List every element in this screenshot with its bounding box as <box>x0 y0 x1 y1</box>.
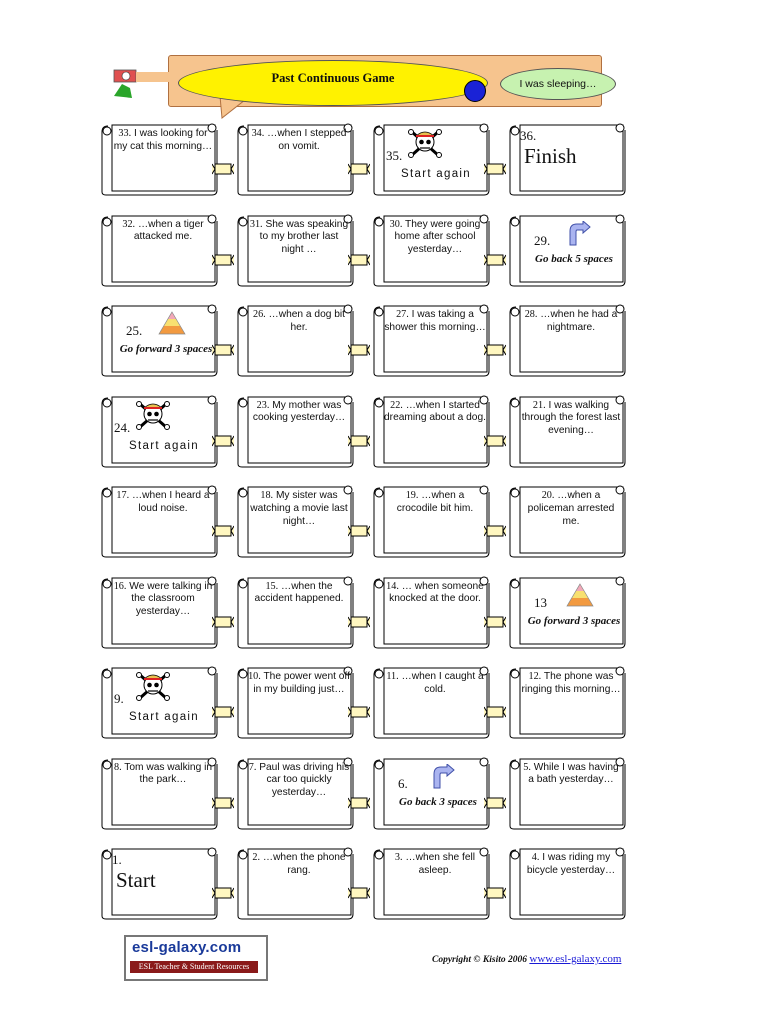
square-content <box>248 128 350 190</box>
square-content <box>112 309 214 371</box>
board-square <box>100 575 220 649</box>
square-content <box>384 490 486 552</box>
path-connector <box>212 253 234 267</box>
board-square <box>372 484 492 558</box>
square-text: The power went off in my building just… <box>253 671 350 695</box>
path-connector <box>484 886 506 900</box>
board-square <box>100 213 220 287</box>
path-connector <box>348 253 370 267</box>
path-connector <box>484 434 506 448</box>
square-text: Go forward 3 spaces <box>119 343 213 355</box>
board-square <box>508 122 628 196</box>
square-content <box>248 762 350 824</box>
path-connector <box>348 705 370 719</box>
square-number: 34. <box>251 128 265 139</box>
square-content <box>520 219 622 281</box>
path-connector <box>484 253 506 267</box>
path-connector <box>212 796 234 810</box>
square-text: I was looking for my cat this morning… <box>113 128 213 152</box>
path-connector <box>348 162 370 176</box>
square-number: 10. <box>248 671 261 682</box>
path-connector <box>212 886 234 900</box>
square-content <box>248 581 350 643</box>
square-text: The phone was ringing this morning… <box>521 671 621 695</box>
square-number: 21. <box>532 399 546 411</box>
board-square <box>508 575 628 649</box>
copyright-line <box>432 953 621 965</box>
square-text: I was riding my bicycle yesterday… <box>526 852 616 876</box>
board-square <box>236 846 356 920</box>
banner-mascot-icon <box>112 66 172 100</box>
curved-arrow-icon <box>430 764 456 790</box>
board-square <box>372 575 492 649</box>
square-number: 14. <box>386 580 399 592</box>
board-square <box>372 303 492 377</box>
path-connector <box>484 434 506 448</box>
square-text: Paul was driving his car too quickly yesterday… <box>259 761 350 799</box>
path-connector <box>212 162 234 176</box>
square-number: 20. <box>541 490 555 501</box>
path-connector <box>348 343 370 357</box>
square-number: 3. <box>394 852 403 863</box>
board-square <box>236 213 356 287</box>
path-connector <box>212 162 234 176</box>
path-connector <box>212 524 234 538</box>
square-text: She was speaking to my brother last night … <box>259 218 349 256</box>
pyramid-icon <box>566 583 594 607</box>
square-text: Go forward 3 spaces <box>527 614 621 627</box>
board-square <box>372 665 492 739</box>
path-connector <box>348 886 370 900</box>
path-connector <box>484 705 506 719</box>
board-square <box>508 303 628 377</box>
path-connector <box>212 615 234 629</box>
path-connector <box>484 705 506 719</box>
square-number: 33. <box>118 128 132 139</box>
board-square <box>508 665 628 739</box>
board-square <box>100 846 220 920</box>
path-connector <box>348 434 370 448</box>
skull-crossbones-icon <box>136 671 170 701</box>
path-connector <box>348 162 370 176</box>
path-connector <box>348 796 370 810</box>
square-number: 29. <box>534 232 551 248</box>
square-text: …when I heard a loud noise. <box>131 490 210 514</box>
square-content <box>384 852 486 914</box>
square-content <box>112 400 214 462</box>
square-content <box>520 128 622 190</box>
path-connector <box>348 253 370 267</box>
board-square <box>508 394 628 468</box>
board-square <box>236 665 356 739</box>
square-content <box>248 400 350 462</box>
path-connector <box>212 434 234 448</box>
board-square <box>372 394 492 468</box>
square-text: Go back 5 spaces <box>535 252 613 265</box>
square-number: 15. <box>265 580 279 592</box>
square-text: …when I caught a cold. <box>401 671 484 695</box>
copyright-text: Copyright © Kisito 2006 <box>432 955 527 965</box>
square-text: …when the phone rang. <box>262 852 346 876</box>
square-content <box>384 128 486 190</box>
square-text: We were talking in the classroom yesterday… <box>129 580 213 618</box>
path-connector <box>484 343 506 357</box>
square-text: My sister was watching a movie last night… <box>250 490 348 527</box>
square-number: 30. <box>389 218 403 230</box>
square-content <box>384 400 486 462</box>
path-connector <box>484 343 506 357</box>
square-number: 17. <box>116 490 130 501</box>
square-content <box>520 581 622 643</box>
board-square <box>508 846 628 920</box>
square-text: Finish <box>524 144 577 168</box>
board-square <box>236 122 356 196</box>
square-number: 7. <box>248 761 257 773</box>
square-content <box>520 400 622 462</box>
square-content <box>384 762 486 824</box>
square-content <box>112 581 214 643</box>
board-square <box>100 756 220 830</box>
square-number: 1. <box>112 852 122 867</box>
square-number: 36. <box>520 128 537 143</box>
square-content <box>248 852 350 914</box>
square-number: 5. <box>523 761 531 773</box>
square-text: …when she fell asleep. <box>405 852 476 876</box>
square-text: …when a crocodile bit him. <box>396 490 474 514</box>
square-number: 24. <box>114 419 131 435</box>
path-connector <box>212 705 234 719</box>
board-square <box>372 846 492 920</box>
square-number: 8. <box>113 761 122 773</box>
square-number: 26. <box>252 309 266 320</box>
square-content <box>520 309 622 371</box>
square-text: I was taking a shower this morning… <box>384 309 486 333</box>
board-square <box>236 484 356 558</box>
path-connector <box>212 796 234 810</box>
square-number: 32. <box>122 218 136 230</box>
path-connector <box>212 615 234 629</box>
square-text: Tom was walking in the park… <box>124 761 213 786</box>
path-connector <box>484 615 506 629</box>
blue-dot-icon <box>464 80 486 102</box>
square-content <box>384 671 486 733</box>
square-content <box>520 852 622 914</box>
square-text: …when a policeman arrested me. <box>527 490 615 527</box>
board-square <box>100 303 220 377</box>
square-content <box>384 309 486 371</box>
square-text: …when a dog bit her. <box>268 309 346 333</box>
square-content <box>520 490 622 552</box>
square-number: 23. <box>256 399 270 411</box>
path-connector <box>348 886 370 900</box>
square-content <box>112 219 214 281</box>
square-content <box>384 219 486 281</box>
board-square <box>372 122 492 196</box>
path-connector <box>212 434 234 448</box>
example-text: I was sleeping… <box>519 78 597 90</box>
board-square <box>372 756 492 830</box>
board-square <box>508 484 628 558</box>
square-text: Start again <box>129 439 199 452</box>
square-number: 9. <box>114 691 124 706</box>
square-content <box>112 762 214 824</box>
path-connector <box>212 886 234 900</box>
square-number: 6. <box>398 775 408 791</box>
square-number: 27. <box>396 309 409 320</box>
square-number: 35. <box>386 148 403 163</box>
skull-crossbones-icon <box>136 400 170 430</box>
path-connector <box>348 796 370 810</box>
website-link[interactable]: www.esl-galaxy.com <box>529 953 622 965</box>
path-connector <box>348 434 370 448</box>
board-square <box>100 122 220 196</box>
square-content <box>248 490 350 552</box>
square-text: They were going home after school yesterday… <box>394 218 481 256</box>
curved-arrow-icon <box>566 221 592 247</box>
square-number: 31. <box>249 218 263 230</box>
square-text: Start again <box>401 168 471 180</box>
path-connector <box>484 796 506 810</box>
path-connector <box>348 705 370 719</box>
path-connector <box>484 615 506 629</box>
board-square <box>508 213 628 287</box>
path-connector <box>484 886 506 900</box>
square-content <box>384 581 486 643</box>
path-connector <box>484 253 506 267</box>
path-connector <box>348 524 370 538</box>
square-text: I was walking through the forest last evening… <box>521 399 621 437</box>
board-square <box>100 394 220 468</box>
title-bubble <box>178 60 488 106</box>
square-text: While I was having a bath yesterday… <box>528 761 619 786</box>
square-number: 2. <box>252 852 261 863</box>
square-number: 19. <box>405 490 419 501</box>
path-connector <box>212 343 234 357</box>
square-content <box>112 852 214 914</box>
path-connector <box>484 524 506 538</box>
path-connector <box>484 524 506 538</box>
board-square <box>236 756 356 830</box>
square-text: Start <box>116 868 156 892</box>
logo-subtitle: ESL Teacher & Student Resources <box>130 961 258 973</box>
board-square <box>100 665 220 739</box>
square-text: …when a tiger attacked me. <box>133 218 204 243</box>
square-number: 11. <box>386 671 399 682</box>
board-square <box>236 303 356 377</box>
path-connector <box>212 253 234 267</box>
square-number: 13 <box>534 594 547 610</box>
pyramid-icon <box>158 311 186 335</box>
square-text: …when I started dreaming about a dog. <box>384 399 486 424</box>
skull-crossbones-icon <box>408 128 442 158</box>
path-connector <box>484 162 506 176</box>
square-text: …when I stepped on vomit. <box>267 128 347 152</box>
board-square <box>508 756 628 830</box>
esl-galaxy-logo[interactable] <box>124 935 268 981</box>
square-text: Go back 3 spaces <box>399 795 477 808</box>
square-text: Start again <box>129 711 199 723</box>
board-square <box>236 575 356 649</box>
path-connector <box>348 615 370 629</box>
square-text: …when the accident happened. <box>254 580 344 605</box>
square-number: 22. <box>390 399 403 411</box>
logo-title: esl-galaxy.com <box>132 939 242 956</box>
board-square <box>372 213 492 287</box>
path-connector <box>212 343 234 357</box>
path-connector <box>348 524 370 538</box>
board-square <box>100 484 220 558</box>
square-number: 4. <box>531 852 540 863</box>
square-content <box>112 128 214 190</box>
path-connector <box>348 343 370 357</box>
path-connector <box>212 524 234 538</box>
square-content <box>520 671 622 733</box>
square-number: 28. <box>524 309 538 320</box>
square-number: 16. <box>113 580 127 592</box>
square-content <box>112 490 214 552</box>
square-text: …when he had a nightmare. <box>540 309 618 333</box>
square-number: 12. <box>528 671 542 682</box>
square-text: … when someone knocked at the door. <box>389 580 484 605</box>
path-connector <box>484 162 506 176</box>
square-text: My mother was cooking yesterday… <box>252 399 346 424</box>
path-connector <box>484 796 506 810</box>
square-number: 25. <box>126 323 143 338</box>
square-content <box>248 671 350 733</box>
square-content <box>248 219 350 281</box>
square-content <box>112 671 214 733</box>
square-content <box>520 762 622 824</box>
board-square <box>236 394 356 468</box>
game-title: Past Continuous Game <box>271 70 395 85</box>
example-bubble <box>500 68 616 100</box>
square-content <box>248 309 350 371</box>
path-connector <box>348 615 370 629</box>
square-number: 18. <box>260 490 274 501</box>
path-connector <box>212 705 234 719</box>
